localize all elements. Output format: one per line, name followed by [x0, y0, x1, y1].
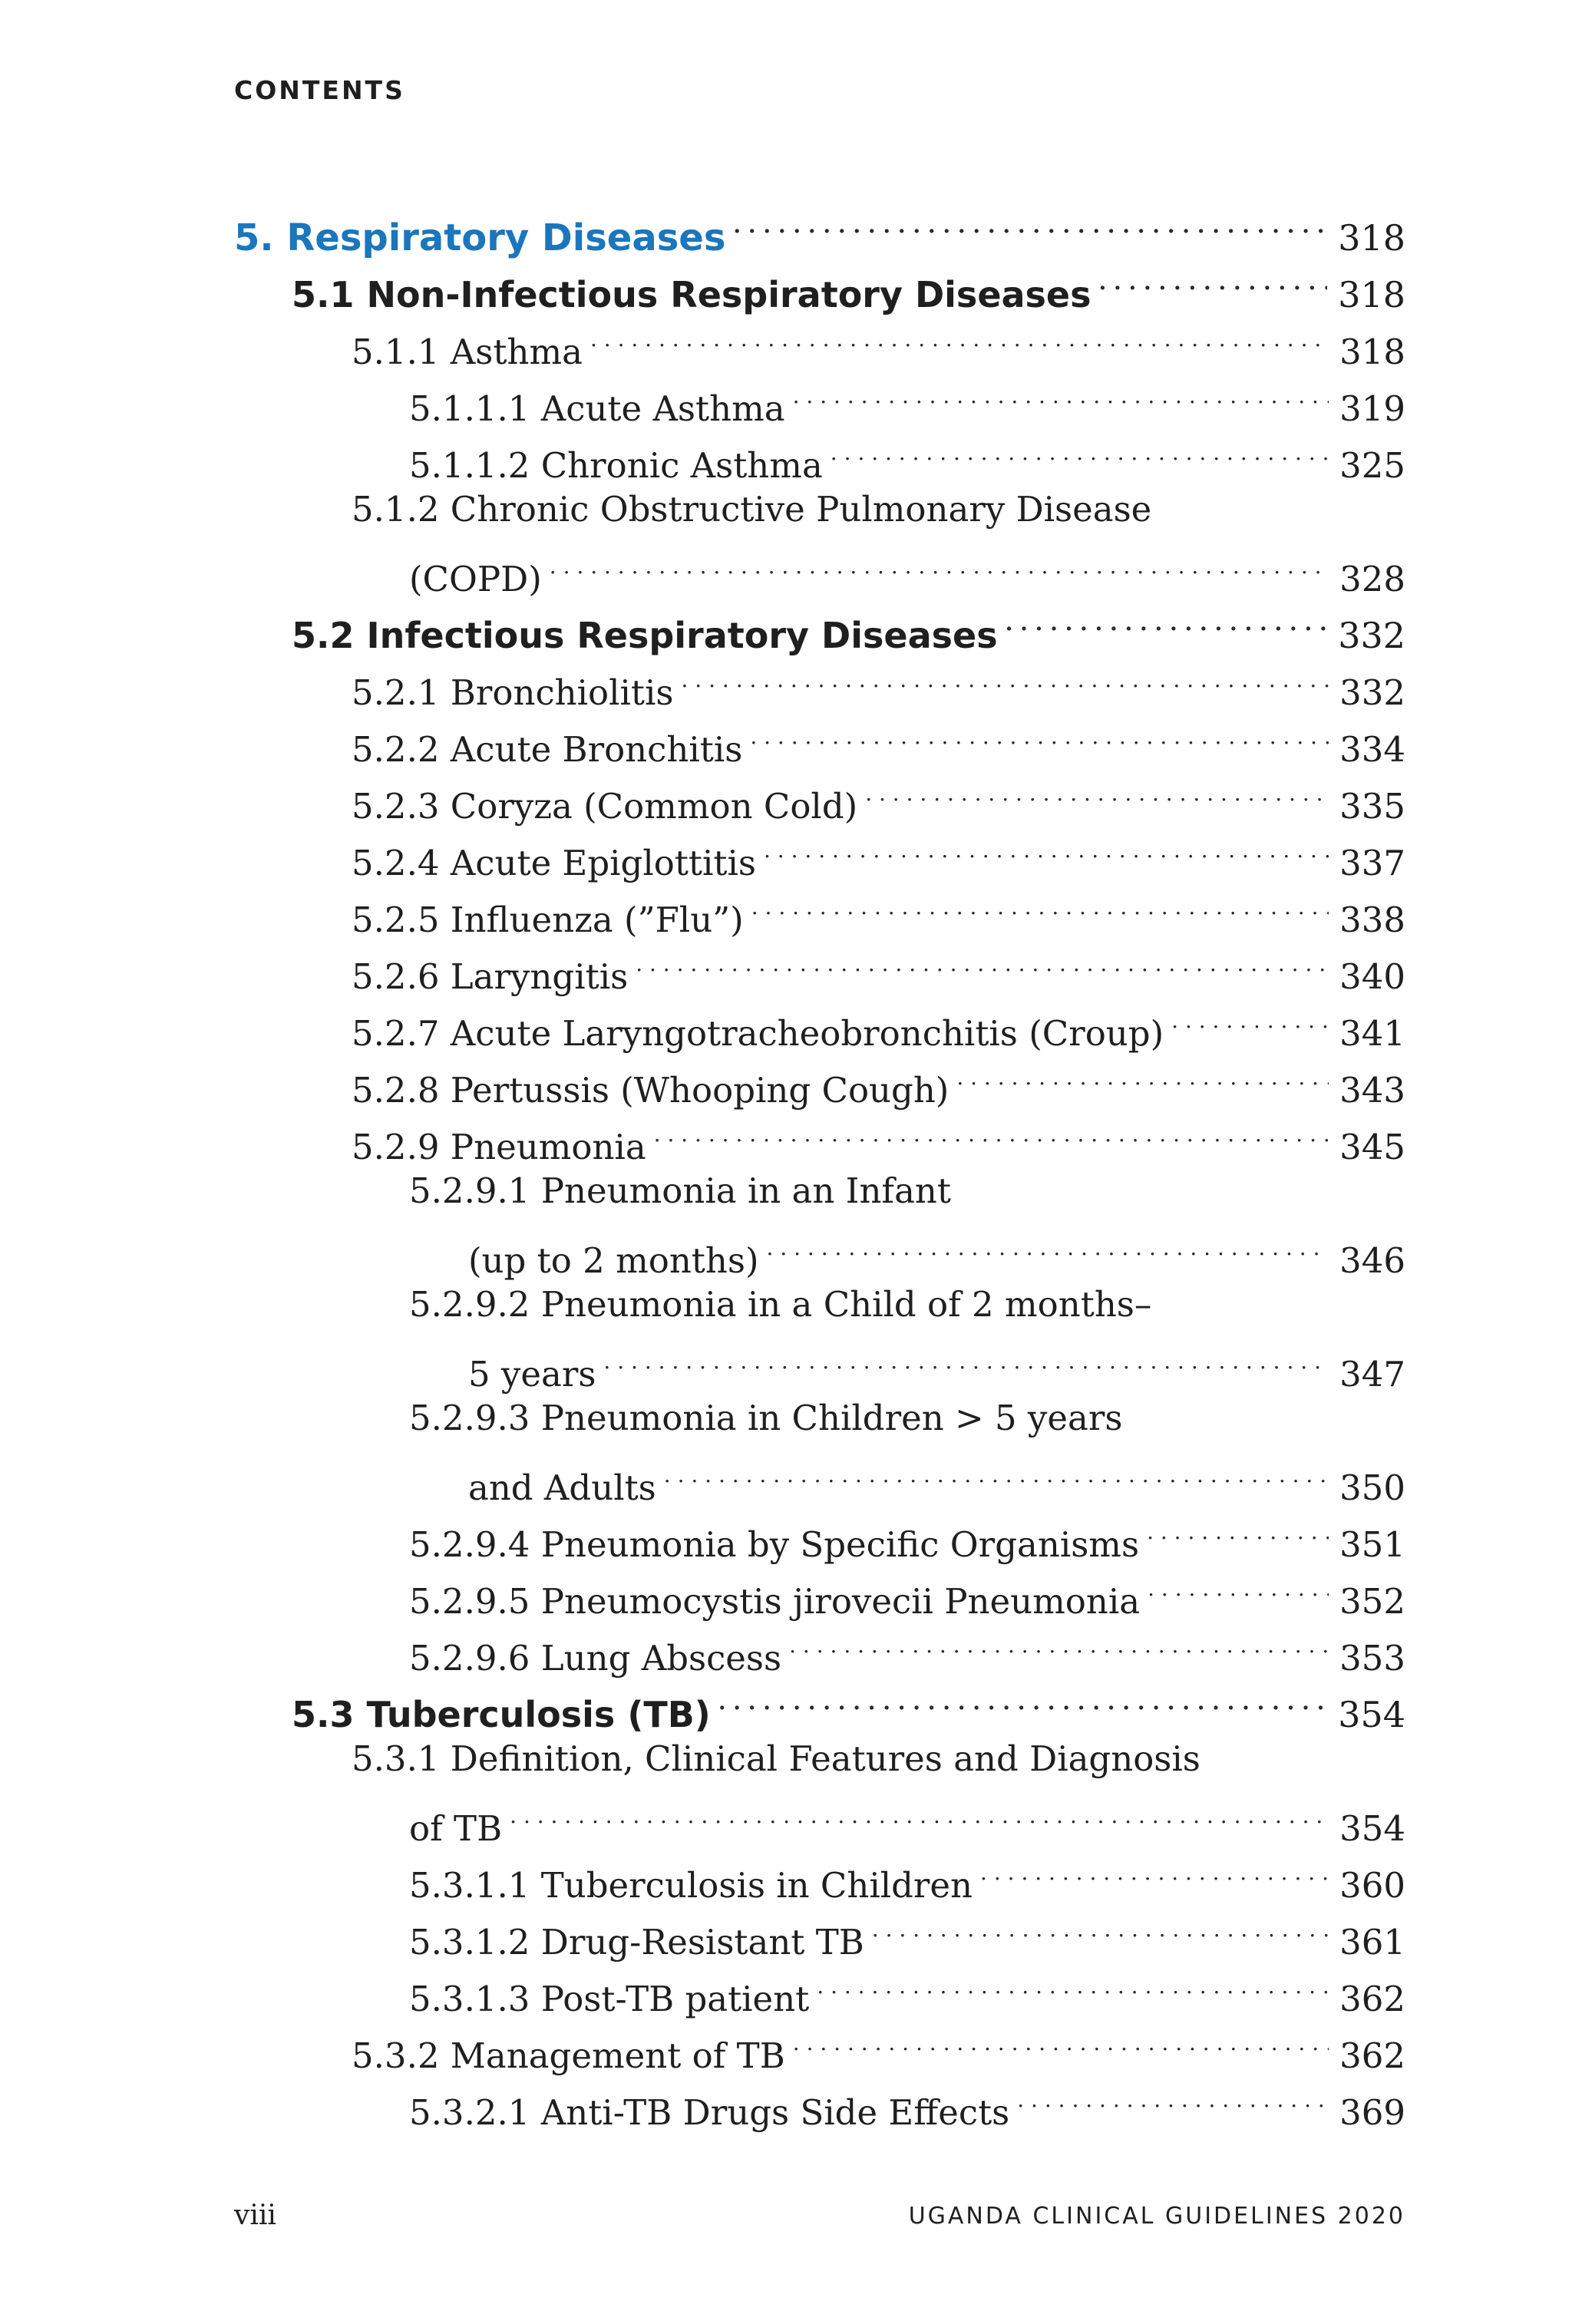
dot-leader — [817, 1962, 1329, 2011]
toc-page-number: 362 — [1339, 1979, 1405, 2019]
dot-leader — [718, 1678, 1327, 1727]
dot-leader — [1148, 1564, 1329, 1613]
toc-entry-title: (COPD) — [409, 559, 542, 599]
toc-entry-5-2-4[interactable] — [352, 826, 1405, 883]
toc-entry-title: 5.2.3 Coryza (Common Cold) — [352, 786, 858, 827]
toc-entry-title: 5.2.9 Pneumonia — [352, 1127, 646, 1167]
toc-entry-title: 5.3.1.2 Drug-Resistant TB — [409, 1922, 864, 1963]
toc-entry-5-3-1-1[interactable] — [409, 1848, 1405, 1906]
toc-entry-5-2-9-1-line1[interactable]: 5.2.9.1 Pneumonia in an Infant — [409, 1170, 951, 1211]
dot-leader — [664, 1451, 1329, 1500]
dot-leader — [767, 1223, 1329, 1273]
toc-entry-5-2-7[interactable] — [352, 996, 1405, 1054]
toc-entry-title: 5.3.1.1 Tuberculosis in Children — [409, 1865, 973, 1906]
toc-page-number: 353 — [1339, 1638, 1405, 1679]
toc-entry-5-3-2[interactable] — [352, 2019, 1405, 2076]
toc-entry-5-2-2[interactable] — [352, 712, 1405, 770]
toc-entry-5-2-9[interactable] — [352, 1110, 1405, 1167]
dot-leader — [550, 542, 1329, 591]
toc-entry-5-1-2[interactable] — [409, 542, 1405, 599]
dot-leader — [872, 1905, 1329, 1954]
toc-entry-5-3-2-1[interactable] — [409, 2075, 1405, 2133]
toc-entry-title: 5.1.1 Asthma — [352, 332, 583, 372]
toc-entry-5-3-1-line1[interactable]: 5.3.1 Definition, Clinical Features and Diagnosis — [352, 1738, 1200, 1779]
toc-entry-5-3[interactable] — [292, 1678, 1405, 1735]
toc-entry-title: (up to 2 months) — [468, 1240, 759, 1281]
toc-page-number: 318 — [1338, 274, 1405, 315]
toc-entry-5-2-9-2-line1[interactable]: 5.2.9.2 Pneumonia in a Child of 2 months– — [409, 1284, 1152, 1325]
toc-entry-title: 5.2.9.4 Pneumonia by Specific Organisms — [409, 1524, 1140, 1565]
dot-leader — [980, 1848, 1329, 1897]
toc-entry-title: 5.2.5 Influenza (”Flu”) — [352, 900, 744, 940]
toc-page-number: 352 — [1339, 1581, 1405, 1622]
toc-entry-5-2-5[interactable] — [352, 883, 1405, 940]
toc-entry-5-2-9-3-line1[interactable]: 5.2.9.3 Pneumonia in Children > 5 years — [409, 1398, 1123, 1438]
dot-leader — [831, 428, 1329, 477]
dot-leader — [1006, 599, 1328, 648]
toc-page-number: 354 — [1338, 1694, 1405, 1735]
toc-entry-5-2-9-1[interactable] — [468, 1223, 1405, 1281]
toc-entry-title: 5.2.6 Laryngitis — [352, 956, 629, 997]
toc-entry-title: 5.3.2.1 Anti-TB Drugs Side Effects — [409, 2092, 1010, 2133]
toc-entry-5-2-9-2[interactable] — [468, 1337, 1405, 1395]
toc-entry-5-1-1-1[interactable] — [409, 371, 1405, 429]
dot-leader — [793, 2019, 1329, 2068]
dot-leader — [764, 826, 1329, 875]
toc-page-number: 337 — [1339, 843, 1405, 883]
toc-page-number: 362 — [1339, 2035, 1405, 2076]
toc-entry-title: 5. Respiratory Diseases — [234, 216, 726, 259]
toc-entry-title: 5.2.1 Bronchiolitis — [352, 672, 674, 713]
toc-page-number: 343 — [1339, 1070, 1405, 1111]
toc-page-number: 369 — [1339, 2092, 1405, 2133]
toc-entry-5-2-3[interactable] — [352, 769, 1405, 827]
toc-page-number: 361 — [1339, 1922, 1405, 1963]
toc-entry-5-2-9-6[interactable] — [409, 1621, 1405, 1679]
toc-entry-title: 5.3 Tuberculosis (TB) — [292, 1694, 711, 1735]
dot-leader — [1147, 1507, 1329, 1556]
toc-entry-5-2-6[interactable] — [352, 939, 1405, 997]
dot-leader — [681, 655, 1329, 705]
toc-entry-5-1[interactable] — [292, 258, 1405, 315]
toc-page-number: 332 — [1338, 615, 1405, 656]
toc-page-number: 340 — [1339, 956, 1405, 997]
toc-entry-title: 5.3.2 Management of TB — [352, 2035, 785, 2076]
toc-entry-title: 5.2 Infectious Respiratory Diseases — [292, 615, 998, 656]
toc-page-number: 334 — [1339, 729, 1405, 770]
toc-entry-title: 5.2.7 Acute Laryngotracheobronchitis (Croup) — [352, 1013, 1164, 1054]
toc-page-number: 325 — [1339, 445, 1405, 486]
toc-entry-5-1-2-line1[interactable]: 5.1.2 Chronic Obstructive Pulmonary Disease — [352, 489, 1152, 530]
dot-leader — [793, 371, 1329, 421]
toc-entry-5-3-1-3[interactable] — [409, 1962, 1405, 2019]
dot-leader — [750, 712, 1329, 761]
footer-page-number: viii — [234, 2200, 276, 2231]
running-head: CONTENTS — [234, 75, 405, 105]
dot-leader — [865, 769, 1329, 818]
toc-entry-title: 5.2.8 Pertussis (Whooping Cough) — [352, 1070, 949, 1111]
toc-page-number: 351 — [1339, 1524, 1405, 1565]
toc-entry-title: of TB — [409, 1808, 503, 1849]
toc-page-number: 332 — [1339, 672, 1405, 713]
toc-page-number: 354 — [1339, 1808, 1405, 1849]
toc-entry-chapter-5[interactable] — [234, 201, 1405, 259]
toc-entry-title: 5.1.1.1 Acute Asthma — [409, 388, 785, 429]
toc-page-number: 338 — [1339, 900, 1405, 940]
toc-entry-title: 5.2.2 Acute Bronchitis — [352, 729, 743, 770]
dot-leader — [654, 1110, 1329, 1159]
footer-publication-title: UGANDA CLINICAL GUIDELINES 2020 — [908, 2203, 1405, 2230]
toc-page-number: 341 — [1339, 1013, 1405, 1054]
toc-entry-5-2-8[interactable] — [352, 1053, 1405, 1111]
toc-entry-title: 5.2.9.6 Lung Abscess — [409, 1638, 782, 1679]
toc-page-number: 319 — [1339, 388, 1405, 429]
dot-leader — [636, 939, 1329, 989]
toc-entry-5-3-1-2[interactable] — [409, 1905, 1405, 1963]
toc-page-number: 335 — [1339, 786, 1405, 827]
dot-leader — [956, 1053, 1329, 1102]
dot-leader — [733, 201, 1327, 250]
dot-leader — [751, 883, 1329, 932]
toc-entry-5-1-1[interactable] — [352, 315, 1405, 372]
toc-entry-title: 5.1 Non-Infectious Respiratory Diseases — [292, 274, 1091, 315]
dot-leader — [789, 1621, 1329, 1670]
toc-entry-title: 5 years — [468, 1354, 596, 1395]
dot-leader — [1017, 2075, 1329, 2124]
dot-leader — [590, 315, 1329, 364]
dot-leader — [1171, 996, 1329, 1045]
toc-page-number: 347 — [1339, 1354, 1405, 1395]
toc-entry-title: 5.2.4 Acute Epiglottitis — [352, 843, 756, 883]
toc-entry-5-3-1[interactable] — [409, 1791, 1405, 1849]
toc-entry-5-2-9-3[interactable] — [468, 1451, 1405, 1508]
toc-entry-title: 5.1.1.2 Chronic Asthma — [409, 445, 823, 486]
toc-entry-5-1-1-2[interactable] — [409, 428, 1405, 486]
toc-entry-title: and Adults — [468, 1467, 656, 1508]
toc-page-number: 328 — [1339, 559, 1405, 599]
dot-leader — [603, 1337, 1329, 1386]
toc-entry-5-2-9-4[interactable] — [409, 1507, 1405, 1565]
dot-leader — [510, 1791, 1329, 1840]
toc-entry-5-2-9-5[interactable] — [409, 1564, 1405, 1622]
toc-entry-5-2[interactable] — [292, 599, 1405, 656]
toc-page-number: 350 — [1339, 1467, 1405, 1508]
toc-page-number: 345 — [1339, 1127, 1405, 1167]
toc-entry-title: 5.3.1.3 Post-TB patient — [409, 1979, 810, 2019]
toc-page-number: 318 — [1338, 217, 1405, 259]
toc-entry-5-2-1[interactable] — [352, 655, 1405, 713]
toc-page-number: 346 — [1339, 1240, 1405, 1281]
toc-entry-title: 5.2.9.5 Pneumocystis jirovecii Pneumonia — [409, 1581, 1141, 1622]
toc-page-number: 360 — [1339, 1865, 1405, 1906]
toc-page-number: 318 — [1339, 332, 1405, 372]
dot-leader — [1099, 258, 1328, 307]
